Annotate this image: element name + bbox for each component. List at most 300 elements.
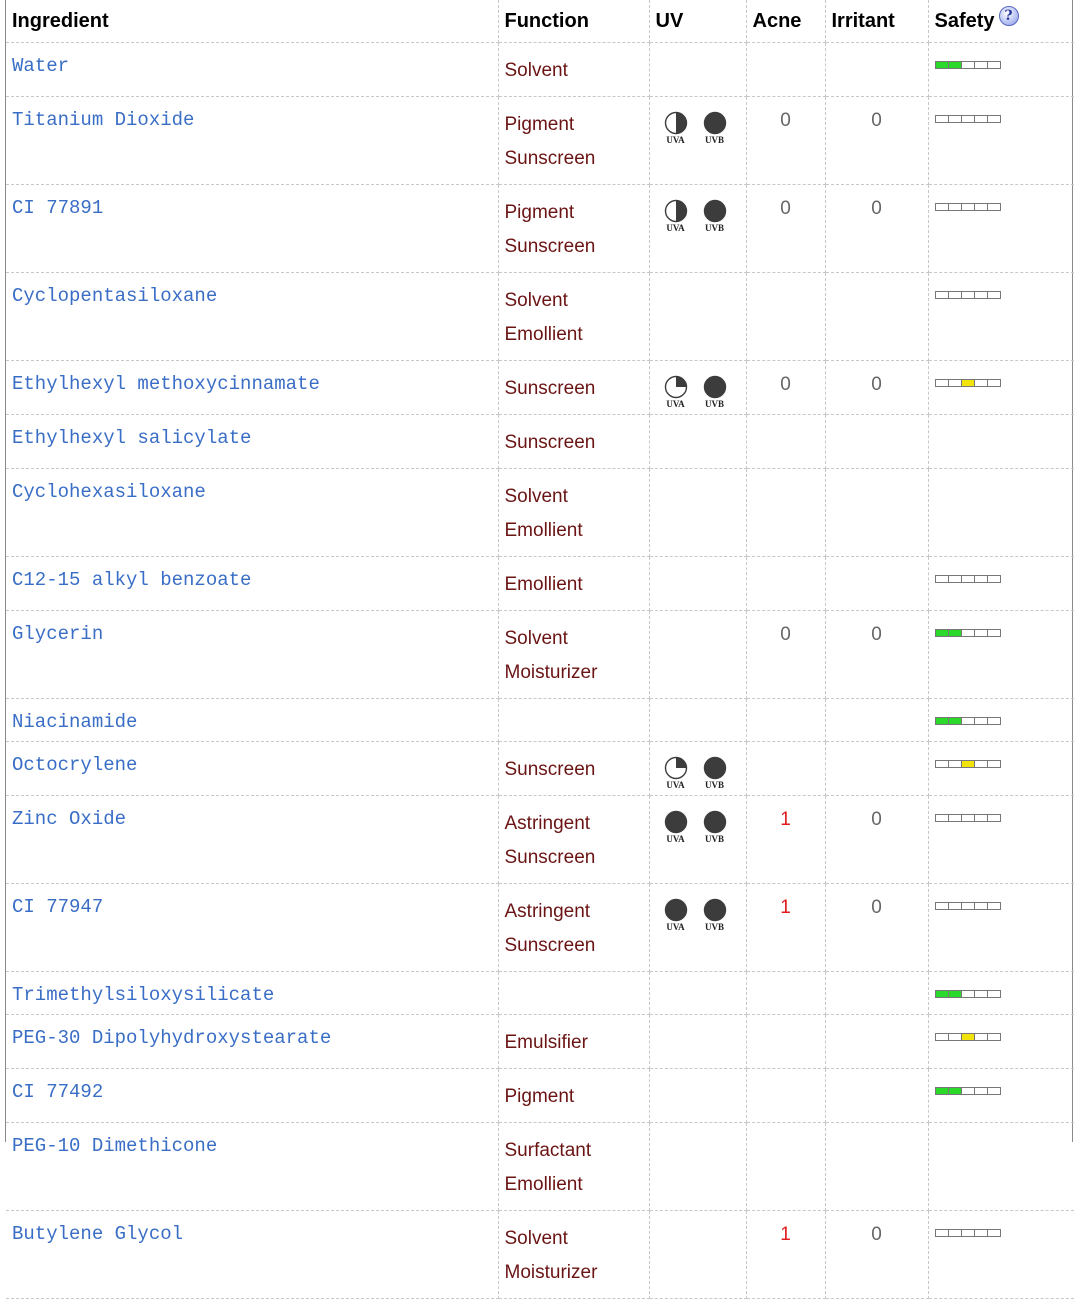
safety-meter-segment — [948, 291, 962, 299]
safety-meter-segment — [987, 902, 1001, 910]
safety-meter-segment — [974, 990, 988, 998]
uv-cell — [649, 361, 746, 415]
safety-cell — [928, 273, 1074, 361]
ingredient-link[interactable]: CI 77947 — [12, 896, 104, 918]
uvb-label: UVB — [704, 922, 724, 932]
safety-meter — [935, 379, 1075, 387]
uva-label: UVA — [666, 223, 685, 233]
safety-meter-segment — [935, 379, 949, 387]
acne-rating — [746, 972, 825, 1015]
uv-cell — [649, 1123, 746, 1211]
uv-cell — [649, 43, 746, 97]
safety-meter-segment — [948, 1229, 962, 1237]
table-row — [6, 884, 1074, 972]
ingredient-link[interactable]: Niacinamide — [12, 711, 138, 733]
uvb-coverage-glyph — [703, 898, 727, 922]
function-label: Emollient — [504, 520, 583, 541]
safety-meter — [935, 203, 1075, 211]
table-body — [6, 43, 1074, 1299]
uv-cell — [649, 1015, 746, 1069]
safety-meter-segment — [987, 1087, 1001, 1095]
irritant-rating: 0 — [825, 796, 928, 884]
ingredient-cell — [6, 43, 498, 97]
table-row — [6, 796, 1074, 884]
irritant-rating — [825, 699, 928, 742]
uva-coverage-glyph — [664, 898, 688, 922]
function-label: Moisturizer — [504, 662, 598, 683]
safety-meter-segment — [961, 1229, 975, 1237]
header-safety-label: Safety — [934, 9, 995, 32]
uva-label: UVA — [666, 834, 685, 844]
safety-meter-segment — [935, 203, 949, 211]
acne-rating — [746, 1069, 825, 1123]
safety-meter-segment — [961, 575, 975, 583]
safety-meter — [935, 291, 1075, 299]
acne-rating — [746, 43, 825, 97]
acne-rating — [746, 1123, 825, 1211]
table-row — [6, 1069, 1074, 1123]
irritant-rating: 0 — [825, 185, 928, 273]
safety-meter-segment — [974, 575, 988, 583]
uv-cell — [649, 699, 746, 742]
ingredient-link[interactable]: PEG-30 Dipolyhydroxystearate — [12, 1027, 332, 1049]
safety-meter-segment — [961, 629, 975, 637]
irritant-rating: 0 — [825, 884, 928, 972]
safety-meter-segment — [987, 203, 1001, 211]
safety-cell — [928, 972, 1074, 1015]
safety-meter-segment — [935, 115, 949, 123]
safety-meter-segment — [974, 902, 988, 910]
ingredient-link[interactable]: Trimethylsiloxysilicate — [12, 984, 275, 1006]
uva-coverage-glyph — [664, 111, 688, 135]
uvb-label: UVB — [704, 834, 724, 844]
ingredient-link[interactable]: Zinc Oxide — [12, 808, 127, 830]
safety-cell — [928, 1211, 1074, 1299]
function-label: Sunscreen — [504, 148, 596, 169]
safety-meter-segment — [974, 203, 988, 211]
function-label: Sunscreen — [504, 236, 596, 257]
uv-cell — [649, 611, 746, 699]
ingredient-cell — [6, 557, 498, 611]
safety-cell — [928, 43, 1074, 97]
safety-cell — [928, 469, 1074, 557]
function-cell — [498, 742, 649, 796]
function-cell — [498, 1211, 649, 1299]
ingredient-link[interactable]: Titanium Dioxide — [12, 109, 195, 131]
safety-meter-segment — [961, 990, 975, 998]
safety-cell — [928, 796, 1074, 884]
irritant-rating — [825, 1069, 928, 1123]
safety-meter-segment — [948, 814, 962, 822]
ingredient-cell — [6, 742, 498, 796]
safety-meter-segment — [935, 990, 949, 998]
header-acne: Acne — [746, 0, 825, 43]
uv-cell — [649, 884, 746, 972]
safety-meter-segment — [987, 814, 1001, 822]
safety-meter-segment — [987, 575, 1001, 583]
safety-meter-segment — [961, 760, 975, 768]
function-label: Emollient — [504, 324, 583, 345]
safety-meter-segment — [987, 115, 1001, 123]
ingredient-cell — [6, 972, 498, 1015]
function-label: Sunscreen — [504, 378, 596, 399]
function-cell — [498, 884, 649, 972]
safety-meter-segment — [961, 61, 975, 69]
uvb-label: UVB — [704, 135, 724, 145]
safety-meter — [935, 760, 1075, 768]
safety-cell — [928, 1015, 1074, 1069]
acne-rating: 0 — [746, 185, 825, 273]
safety-meter-segment — [961, 379, 975, 387]
safety-meter-segment — [987, 717, 1001, 725]
uvb-coverage-glyph — [703, 199, 727, 223]
ingredient-link[interactable]: Ethylhexyl methoxycinnamate — [12, 373, 320, 395]
table-row — [6, 1211, 1074, 1299]
header-safety — [928, 0, 1074, 43]
uva-icon — [662, 375, 690, 409]
acne-rating — [746, 469, 825, 557]
function-cell — [498, 699, 649, 742]
uvb-icon — [701, 810, 729, 844]
function-cell — [498, 469, 649, 557]
uvb-icon — [701, 375, 729, 409]
ingredient-link[interactable]: PEG-10 Dimethicone — [12, 1135, 218, 1157]
table-row — [6, 415, 1074, 469]
function-cell — [498, 1015, 649, 1069]
ingredient-table-frame — [5, 0, 1073, 1283]
uvb-icon — [701, 111, 729, 145]
safety-meter-segment — [974, 760, 988, 768]
safety-cell — [928, 742, 1074, 796]
ingredient-link[interactable]: Ethylhexyl salicylate — [12, 427, 252, 449]
table-row — [6, 97, 1074, 185]
safety-cell — [928, 557, 1074, 611]
function-label: Emollient — [504, 574, 583, 595]
function-label: Solvent — [504, 628, 568, 649]
safety-meter-segment — [974, 379, 988, 387]
uv-cell — [649, 1211, 746, 1299]
function-label: Pigment — [504, 1086, 575, 1107]
table-row — [6, 611, 1074, 699]
acne-rating: 1 — [746, 1211, 825, 1299]
function-cell — [498, 415, 649, 469]
safety-meter — [935, 902, 1075, 910]
uv-cell — [649, 185, 746, 273]
ingredient-link[interactable]: C12-15 alkyl benzoate — [12, 569, 252, 591]
function-label: Astringent — [504, 813, 591, 834]
safety-meter-segment — [948, 760, 962, 768]
irritant-rating — [825, 415, 928, 469]
safety-meter-segment — [961, 1087, 975, 1095]
safety-meter — [935, 115, 1075, 123]
function-cell — [498, 557, 649, 611]
table-row — [6, 43, 1074, 97]
irritant-rating — [825, 1123, 928, 1211]
function-cell — [498, 43, 649, 97]
table-row — [6, 469, 1074, 557]
uv-cell — [649, 97, 746, 185]
function-label: Sunscreen — [504, 432, 596, 453]
uva-icon — [662, 898, 690, 932]
uv-cell — [649, 469, 746, 557]
function-label: Sunscreen — [504, 759, 596, 780]
safety-cell — [928, 97, 1074, 185]
function-label: Emollient — [504, 1174, 583, 1195]
function-label: Surfactant — [504, 1140, 592, 1161]
ingredient-cell — [6, 273, 498, 361]
irritant-rating — [825, 557, 928, 611]
safety-meter-segment — [935, 902, 949, 910]
acne-rating: 0 — [746, 361, 825, 415]
ingredient-link[interactable]: Butylene Glycol — [12, 1223, 184, 1245]
function-label: Pigment — [504, 202, 575, 223]
safety-meter-segment — [948, 902, 962, 910]
acne-rating — [746, 415, 825, 469]
safety-meter — [935, 1229, 1075, 1237]
function-label: Emulsifier — [504, 1032, 588, 1053]
uva-icon — [662, 199, 690, 233]
safety-meter — [935, 814, 1075, 822]
safety-meter-segment — [935, 1033, 949, 1041]
ingredient-cell — [6, 796, 498, 884]
safety-meter-segment — [948, 203, 962, 211]
safety-meter-segment — [948, 1033, 962, 1041]
function-label: Solvent — [504, 1228, 568, 1249]
irritant-rating: 0 — [825, 97, 928, 185]
uv-cell — [649, 972, 746, 1015]
acne-rating — [746, 1015, 825, 1069]
ingredient-link[interactable]: Water — [12, 55, 70, 77]
function-cell — [498, 361, 649, 415]
safety-meter-segment — [974, 1033, 988, 1041]
uvb-icon — [701, 756, 729, 790]
safety-meter-segment — [948, 629, 962, 637]
table-row — [6, 361, 1074, 415]
uva-coverage-glyph — [664, 756, 688, 780]
safety-meter-segment — [961, 717, 975, 725]
safety-cell — [928, 884, 1074, 972]
uvb-coverage-glyph — [703, 810, 727, 834]
uv-cell — [649, 415, 746, 469]
safety-meter-segment — [961, 291, 975, 299]
acne-rating: 1 — [746, 796, 825, 884]
function-label: Astringent — [504, 901, 591, 922]
safety-meter — [935, 575, 1075, 583]
ingredient-link[interactable]: Octocrylene — [12, 754, 138, 776]
ingredient-cell — [6, 1211, 498, 1299]
safety-meter — [935, 990, 1075, 998]
irritant-rating — [825, 469, 928, 557]
uv-cell — [649, 796, 746, 884]
safety-meter-segment — [935, 1229, 949, 1237]
safety-meter-segment — [935, 760, 949, 768]
table-row — [6, 1123, 1074, 1211]
uv-cell — [649, 273, 746, 361]
function-label: Pigment — [504, 114, 575, 135]
safety-meter-segment — [974, 629, 988, 637]
header-ingredient: Ingredient — [6, 0, 498, 43]
ingredient-cell — [6, 415, 498, 469]
irritant-rating — [825, 1015, 928, 1069]
safety-cell — [928, 185, 1074, 273]
ingredient-cell — [6, 469, 498, 557]
ingredient-link[interactable]: CI 77891 — [12, 197, 104, 219]
safety-meter-segment — [987, 61, 1001, 69]
safety-cell — [928, 415, 1074, 469]
uva-label: UVA — [666, 922, 685, 932]
safety-cell — [928, 611, 1074, 699]
safety-meter-segment — [974, 291, 988, 299]
uv-cell — [649, 742, 746, 796]
safety-meter-segment — [961, 115, 975, 123]
safety-cell — [928, 1123, 1074, 1211]
safety-meter-segment — [935, 61, 949, 69]
safety-meter — [935, 717, 1075, 725]
irritant-rating: 0 — [825, 1211, 928, 1299]
uvb-label: UVB — [704, 399, 724, 409]
irritant-rating — [825, 972, 928, 1015]
uv-cell — [649, 1069, 746, 1123]
ingredient-cell — [6, 1069, 498, 1123]
ingredient-cell — [6, 1123, 498, 1211]
safety-meter-segment — [987, 1033, 1001, 1041]
header-function: Function — [498, 0, 649, 43]
function-cell — [498, 1123, 649, 1211]
safety-meter-segment — [935, 717, 949, 725]
safety-meter-segment — [961, 902, 975, 910]
table-row — [6, 699, 1074, 742]
safety-cell — [928, 361, 1074, 415]
uvb-icon — [701, 898, 729, 932]
safety-meter-segment — [935, 814, 949, 822]
uva-icon — [662, 810, 690, 844]
ingredient-table — [6, 0, 1074, 1299]
safety-meter — [935, 1033, 1075, 1041]
function-cell — [498, 97, 649, 185]
safety-meter-segment — [935, 291, 949, 299]
safety-meter-segment — [987, 990, 1001, 998]
table-row — [6, 742, 1074, 796]
function-cell — [498, 185, 649, 273]
uva-coverage-glyph — [664, 375, 688, 399]
safety-meter-segment — [987, 760, 1001, 768]
acne-rating — [746, 557, 825, 611]
uva-coverage-glyph — [664, 810, 688, 834]
ingredient-link[interactable]: Cyclopentasiloxane — [12, 285, 218, 307]
uvb-label: UVB — [704, 223, 724, 233]
table-row — [6, 185, 1074, 273]
safety-meter-segment — [948, 575, 962, 583]
function-label: Sunscreen — [504, 847, 596, 868]
safety-meter-segment — [987, 629, 1001, 637]
function-cell — [498, 273, 649, 361]
uv-cell — [649, 557, 746, 611]
table-row — [6, 1015, 1074, 1069]
safety-cell — [928, 1069, 1074, 1123]
safety-meter-segment — [935, 1087, 949, 1095]
uvb-coverage-glyph — [703, 756, 727, 780]
uvb-label: UVB — [704, 780, 724, 790]
function-cell — [498, 972, 649, 1015]
acne-rating — [746, 699, 825, 742]
ingredient-cell — [6, 699, 498, 742]
ingredient-link[interactable]: Cyclohexasiloxane — [12, 481, 206, 503]
safety-meter-segment — [961, 814, 975, 822]
safety-meter-segment — [948, 379, 962, 387]
ingredient-cell — [6, 1015, 498, 1069]
safety-meter — [935, 1087, 1075, 1095]
safety-meter-segment — [974, 1229, 988, 1237]
ingredient-link[interactable]: CI 77492 — [12, 1081, 104, 1103]
safety-meter-segment — [974, 1087, 988, 1095]
ingredient-cell — [6, 185, 498, 273]
safety-meter-segment — [974, 717, 988, 725]
safety-meter-segment — [987, 291, 1001, 299]
function-label: Sunscreen — [504, 935, 596, 956]
acne-rating — [746, 273, 825, 361]
function-cell — [498, 1069, 649, 1123]
safety-meter-segment — [961, 203, 975, 211]
safety-meter-segment — [974, 814, 988, 822]
safety-meter-segment — [935, 575, 949, 583]
uvb-icon — [701, 199, 729, 233]
acne-rating — [746, 742, 825, 796]
safety-meter-segment — [948, 717, 962, 725]
uva-coverage-glyph — [664, 199, 688, 223]
help-icon[interactable]: ? — [999, 6, 1019, 26]
header-irritant: Irritant — [825, 0, 928, 43]
ingredient-cell — [6, 884, 498, 972]
acne-rating: 0 — [746, 97, 825, 185]
safety-meter-segment — [948, 115, 962, 123]
uvb-coverage-glyph — [703, 375, 727, 399]
table-row — [6, 557, 1074, 611]
irritant-rating — [825, 742, 928, 796]
uva-icon — [662, 756, 690, 790]
irritant-rating — [825, 273, 928, 361]
uvb-coverage-glyph — [703, 111, 727, 135]
uva-icon — [662, 111, 690, 145]
acne-rating: 1 — [746, 884, 825, 972]
uva-label: UVA — [666, 399, 685, 409]
function-label: Solvent — [504, 290, 568, 311]
safety-meter-segment — [948, 61, 962, 69]
function-label: Solvent — [504, 486, 568, 507]
table-header-row — [6, 0, 1074, 43]
table-row — [6, 972, 1074, 1015]
ingredient-cell — [6, 97, 498, 185]
ingredient-link[interactable]: Glycerin — [12, 623, 104, 645]
function-label: Moisturizer — [504, 1262, 598, 1283]
header-uv: UV — [649, 0, 746, 43]
function-label: Solvent — [504, 60, 568, 81]
function-cell — [498, 611, 649, 699]
safety-meter-segment — [935, 629, 949, 637]
safety-meter-segment — [974, 115, 988, 123]
safety-meter-segment — [948, 990, 962, 998]
safety-meter-segment — [987, 379, 1001, 387]
ingredient-cell — [6, 611, 498, 699]
safety-meter — [935, 61, 1075, 69]
irritant-rating — [825, 43, 928, 97]
irritant-rating: 0 — [825, 361, 928, 415]
safety-meter — [935, 629, 1075, 637]
table-row — [6, 273, 1074, 361]
irritant-rating: 0 — [825, 611, 928, 699]
safety-meter-segment — [974, 61, 988, 69]
safety-meter-segment — [987, 1229, 1001, 1237]
safety-meter-segment — [961, 1033, 975, 1041]
